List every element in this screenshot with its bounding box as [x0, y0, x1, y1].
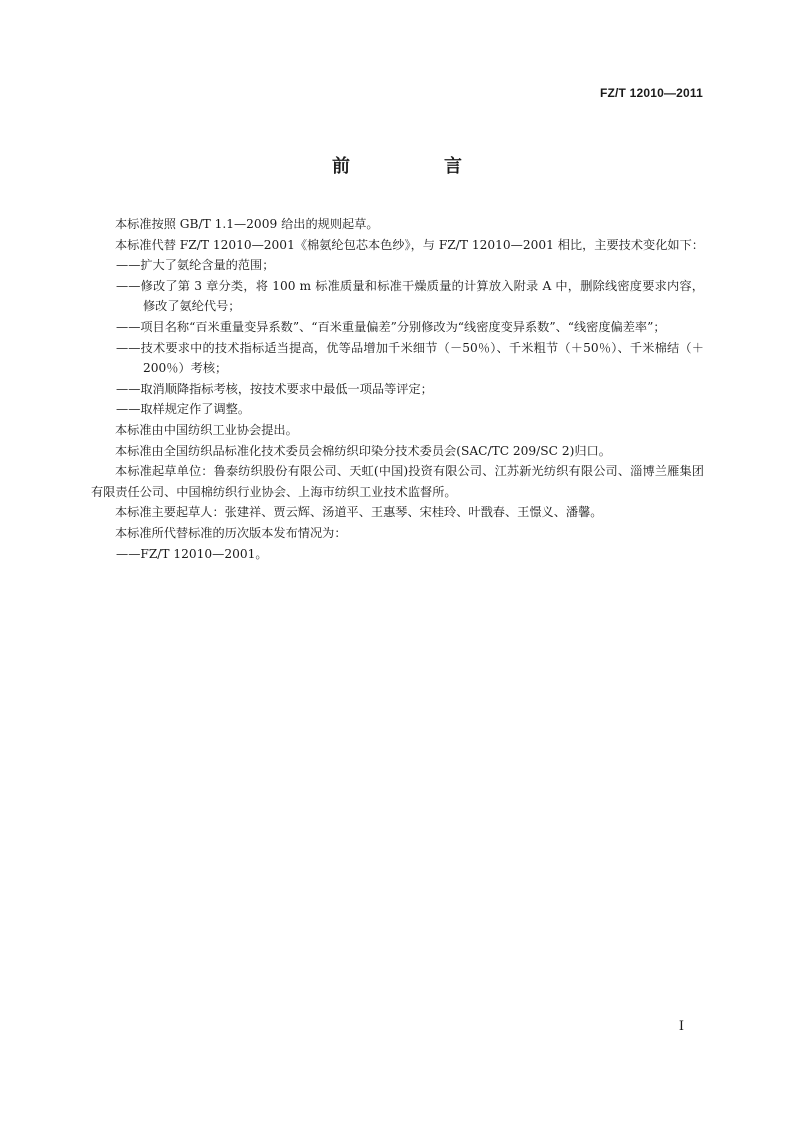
paragraph-replacement: 本标准代替 FZ/T 12010—2001《棉氨纶包芯本色纱》，与 FZ/T 12010—2001 相比，主要技术变化如下：	[115, 237, 704, 252]
change-item: ——扩大了氨纶含量的范围；	[116, 258, 275, 273]
change-item: ——修改了第 3 章分类，将 100 m 标准质量和标准干燥质量的计算放入附录 A 中，删除线密度要求内容，修改了氨纶代号；	[116, 278, 704, 314]
change-item: ——技术要求中的技术指标适当提高，优等品增加千米细节（－50％）、千米粗节（＋50％）、千米棉结（＋200％）考核；	[116, 340, 704, 376]
standard-code: FZ/T 12010—2011	[599, 86, 703, 100]
page-number: I	[678, 1019, 684, 1034]
paragraph-drafters: 本标准主要起草人：张建祥、贾云辉、汤道平、王惠琴、宋桂玲、叶戬春、王憬义、潘馨。	[115, 505, 603, 520]
change-item: ——项目名称“百米重量变异系数”、“百米重量偏差”分别修改为“线密度变异系数”、“线密度偏差率”；	[116, 319, 666, 334]
change-item: ——取样规定作了调整。	[116, 402, 251, 417]
history-item: ——FZ/T 12010—2001。	[116, 546, 268, 561]
paragraph-drafting-rules: 本标准按照 GB/T 1.1—2009 给出的规则起草。	[115, 217, 379, 231]
paragraph-proposer: 本标准由中国纺织工业协会提出。	[115, 422, 298, 437]
paragraph-history: 本标准所代替标准的历次版本发布情况为：	[115, 525, 347, 540]
paragraph-drafting-units: 本标准起草单位：鲁泰纺织股份有限公司、天虹(中国)投资有限公司、江苏新光纺织有限公司、淄博兰雁集团有限责任公司、中国棉纺织行业协会、上海市纺织工业技术监督所。	[91, 464, 704, 499]
document-body	[91, 214, 704, 564]
change-item: ——取消顺降指标考核，按技术要求中最低一项品等评定；	[116, 381, 433, 396]
page-title: 前 言	[332, 156, 500, 177]
paragraph-centralized: 本标准由全国纺织品标准化技术委员会棉纺织印染分技术委员会(SAC/TC 209/SC 2)归口。	[115, 443, 611, 458]
